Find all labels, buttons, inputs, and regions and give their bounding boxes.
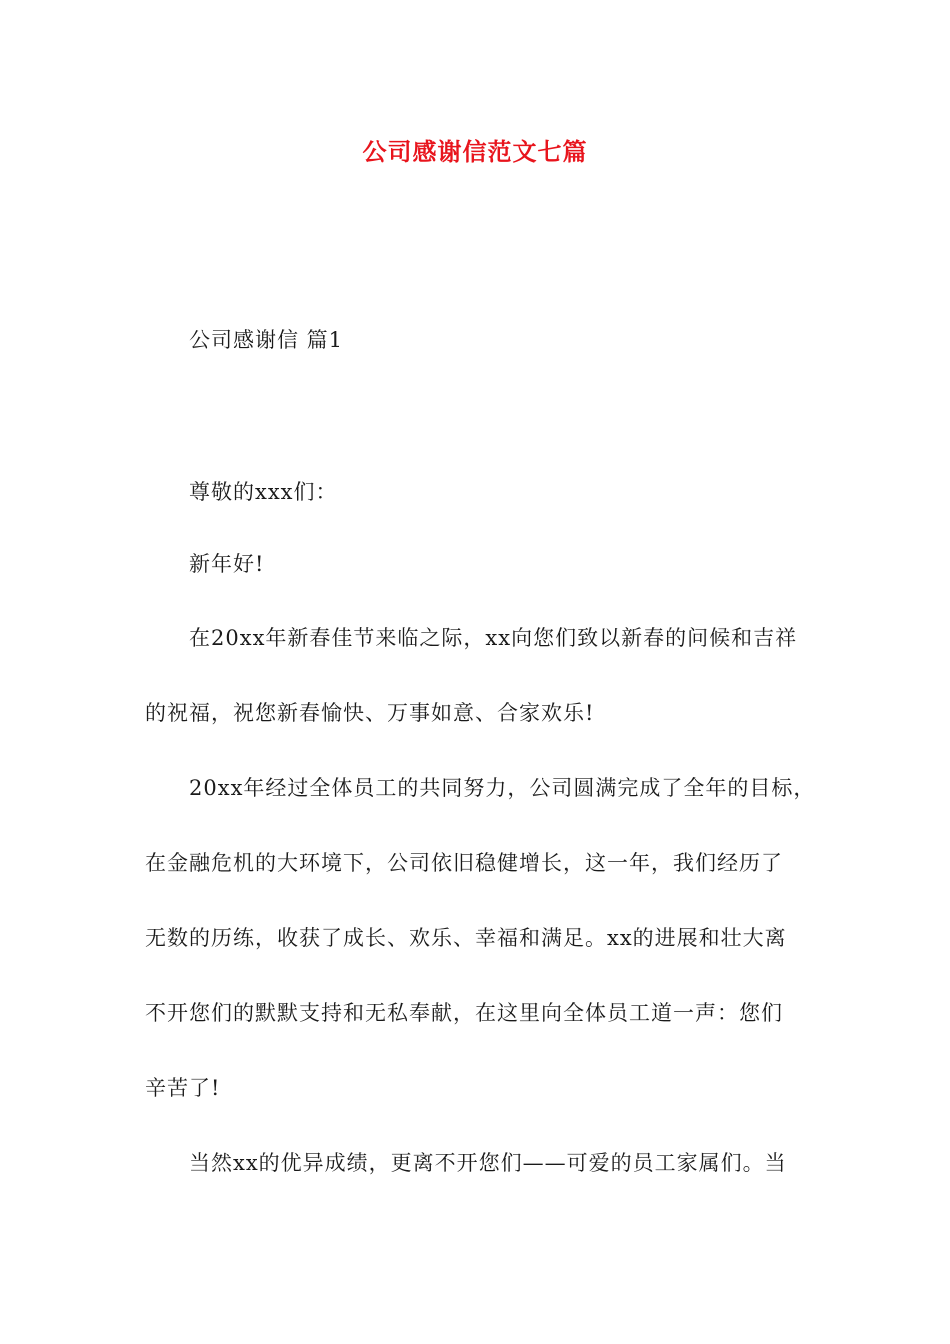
- paragraph-line: 的祝福，祝您新春愉快、万事如意、合家欢乐!: [145, 701, 595, 725]
- salutation: 尊敬的xxx们：: [189, 480, 338, 504]
- paragraph-line: 辛苦了!: [145, 1076, 221, 1100]
- paragraph-line: 当然xx的优异成绩，更离不开您们——可爱的员工家属们。当: [189, 1151, 787, 1175]
- paragraph-line: 无数的历练，收获了成长、欢乐、幸福和满足。xx的进展和壮大离: [145, 926, 787, 950]
- paragraph-line: 20xx年经过全体员工的共同努力，公司圆满完成了全年的目标，: [189, 776, 816, 800]
- paragraph-line: 在金融危机的大环境下，公司依旧稳健增长，这一年，我们经历了: [145, 851, 783, 875]
- document-title: 公司感谢信范文七篇: [362, 137, 588, 166]
- paragraph-line: 不开您们的默默支持和无私奉献，在这里向全体员工道一声：您们: [145, 1001, 783, 1025]
- greeting: 新年好!: [189, 552, 265, 576]
- section-heading: 公司感谢信 篇1: [189, 328, 344, 352]
- paragraph-line: 在20xx年新春佳节来临之际，xx向您们致以新春的问候和吉祥: [189, 626, 798, 650]
